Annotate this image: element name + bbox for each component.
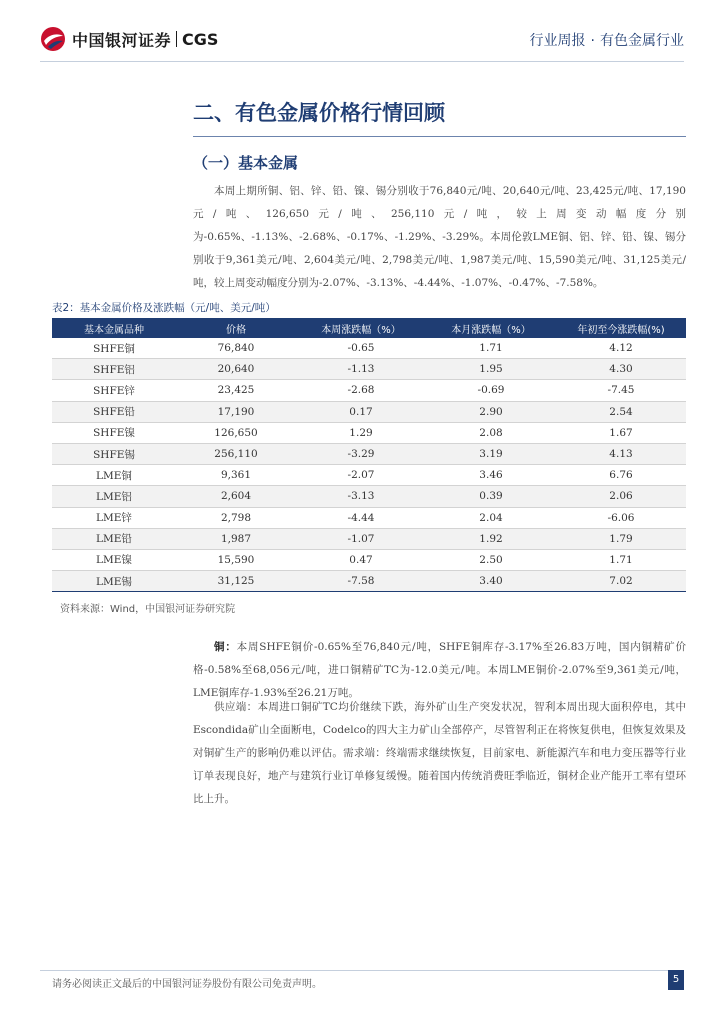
table-cell: LME镍 — [52, 549, 176, 570]
base-metals-price-table — [52, 318, 686, 592]
table-cell: 76,840 — [176, 338, 296, 359]
table-row — [52, 507, 686, 528]
table-header-cell: 年初至今涨跌幅(%) — [556, 318, 686, 338]
subsection-title: （一）基本金属 — [193, 154, 299, 172]
table-cell: 7.02 — [556, 571, 686, 592]
section-title-underline — [193, 136, 686, 137]
page-header — [0, 0, 724, 62]
industry-name: 有色金属行业 — [600, 33, 684, 49]
table-cell: -1.07 — [296, 528, 426, 549]
page-number: 5 — [668, 970, 684, 990]
table-cell: 23,425 — [176, 380, 296, 401]
table-cell: -3.29 — [296, 443, 426, 464]
table-cell: 2.06 — [556, 486, 686, 507]
table-cell: 3.40 — [426, 571, 556, 592]
galaxy-logo-icon — [40, 26, 66, 52]
table-body — [52, 338, 686, 592]
table-cell: SHFE铅 — [52, 401, 176, 422]
table-cell: 17,190 — [176, 401, 296, 422]
table-cell: -6.06 — [556, 507, 686, 528]
table-cell: 20,640 — [176, 359, 296, 380]
table-cell: 4.13 — [556, 443, 686, 464]
table-cell: -7.58 — [296, 571, 426, 592]
table-cell: 1.92 — [426, 528, 556, 549]
table-cell: SHFE镍 — [52, 422, 176, 443]
table-row — [52, 443, 686, 464]
logo-chinese-name: 中国银河证券 — [72, 30, 172, 50]
table-cell: LME铜 — [52, 465, 176, 486]
table-cell: 2.50 — [426, 549, 556, 570]
table-cell: -2.07 — [296, 465, 426, 486]
header-divider — [40, 61, 684, 62]
table-cell: 2.04 — [426, 507, 556, 528]
logo-divider — [176, 31, 177, 47]
table-cell: 2,604 — [176, 486, 296, 507]
table-header-cell: 基本金属品种 — [52, 318, 176, 338]
table-row — [52, 486, 686, 507]
table-cell: 2.08 — [426, 422, 556, 443]
company-logo — [40, 26, 218, 52]
table-caption: 表2：基本金属价格及涨跌幅（元/吨、美元/吨） — [52, 302, 276, 314]
table-cell: 256,110 — [176, 443, 296, 464]
table-cell: -0.69 — [426, 380, 556, 401]
table-row — [52, 528, 686, 549]
table-row — [52, 401, 686, 422]
table-header-cell: 本周涨跌幅（%） — [296, 318, 426, 338]
table-cell: LME铅 — [52, 528, 176, 549]
table-cell: 2.54 — [556, 401, 686, 422]
table-cell: 1.29 — [296, 422, 426, 443]
table-header-cell: 价格 — [176, 318, 296, 338]
table-cell: 1.79 — [556, 528, 686, 549]
table-cell: SHFE锌 — [52, 380, 176, 401]
copper-analysis-paragraph — [193, 636, 686, 705]
base-metals-table-container — [52, 318, 686, 592]
table-cell: 3.46 — [426, 465, 556, 486]
table-cell: 0.39 — [426, 486, 556, 507]
table-cell: 1,987 — [176, 528, 296, 549]
table-row — [52, 338, 686, 359]
report-category — [530, 30, 684, 50]
table-header-row — [52, 318, 686, 338]
footer-disclaimer: 请务必阅读正文最后的中国银河证券股份有限公司免责声明。 — [52, 979, 322, 990]
report-type: 行业周报 — [529, 33, 586, 49]
table-cell: 0.17 — [296, 401, 426, 422]
table-cell: 9,361 — [176, 465, 296, 486]
table-cell: 3.19 — [426, 443, 556, 464]
header-separator: · — [590, 33, 595, 49]
section-title: 二、有色金属价格行情回顾 — [193, 101, 445, 125]
copper-analysis-text: 本周SHFE铜价-0.65%至76,840元/吨，SHFE铜库存-3.17%至26.83万吨，国内铜精矿价格-0.58%至68,056元/吨，进口铜精矿TC为-12.0美元/吨。本周LME铜价-2.07%至9,361美元/吨，LME铜库存-1.93%至26.21万吨。 — [193, 641, 686, 699]
table-row — [52, 359, 686, 380]
table-row — [52, 549, 686, 570]
table-cell: -4.44 — [296, 507, 426, 528]
table-cell: 1.95 — [426, 359, 556, 380]
table-cell: 31,125 — [176, 571, 296, 592]
table-row — [52, 380, 686, 401]
table-cell: 1.67 — [556, 422, 686, 443]
table-cell: 2,798 — [176, 507, 296, 528]
table-cell: LME铝 — [52, 486, 176, 507]
table-cell: 6.76 — [556, 465, 686, 486]
table-cell: LME锡 — [52, 571, 176, 592]
table-header-cell: 本月涨跌幅（%） — [426, 318, 556, 338]
table-row — [52, 571, 686, 592]
logo-english-name: CGS — [182, 29, 219, 49]
table-cell: -7.45 — [556, 380, 686, 401]
supply-demand-paragraph: 供应端：本周进口铜矿TC均价继续下跌，海外矿山生产突发状况，智利本周出现大面积停电，其中Escondida矿山全面断电，Codelco的四大主力矿山全部停产，尽管智利正在将恢复供电，但恢复效果及对铜矿生产的影响仍难以评估。需求端：终端需求继续恢复，目前家电、新能源汽车和电力变压器等行业订单表现良好，地产与建筑行业订单修复缓慢。随着国内传统消费旺季临近，铜材企业产能开工率有望环比上升。 — [193, 701, 686, 805]
table-cell: SHFE铜 — [52, 338, 176, 359]
table-cell: -3.13 — [296, 486, 426, 507]
table-cell: LME锌 — [52, 507, 176, 528]
table-cell: 4.30 — [556, 359, 686, 380]
table-cell: SHFE铝 — [52, 359, 176, 380]
table-cell: -0.65 — [296, 338, 426, 359]
table-cell: 0.47 — [296, 549, 426, 570]
footer-divider — [40, 970, 684, 971]
table-row — [52, 465, 686, 486]
table-cell: 15,590 — [176, 549, 296, 570]
table-source-note: 资料来源：Wind，中国银河证券研究院 — [60, 604, 236, 615]
table-cell: 2.90 — [426, 401, 556, 422]
table-cell: 4.12 — [556, 338, 686, 359]
table-row — [52, 422, 686, 443]
base-metals-summary-paragraph: 本周上期所铜、铝、锌、铅、镍、锡分别收于76,840元/吨、20,640元/吨、23,425元/吨、17,190元/吨、126,650元/吨、256,110元/吨，较上周变动幅度分别为-0.65%、-1.13%、-2.68%、-0.17%、-1.29%、-3.29%。本周伦敦LME铜、铝、锌、铅、镍、锡分别收于9,361美元/吨、2,604美元/吨、2,798美元/吨、1,987美元/吨、15,590美元/吨、31,125美元/吨，较上周变动幅度分别为-2.07%、-3.13%、-4.44%、-1.07%、-0.47%、-7.58%。 — [193, 185, 686, 289]
table-cell: 126,650 — [176, 422, 296, 443]
table-cell: -1.13 — [296, 359, 426, 380]
table-cell: 1.71 — [426, 338, 556, 359]
table-cell: 1.71 — [556, 549, 686, 570]
copper-lead-label: 铜： — [214, 641, 237, 653]
table-cell: SHFE锡 — [52, 443, 176, 464]
table-cell: -2.68 — [296, 380, 426, 401]
